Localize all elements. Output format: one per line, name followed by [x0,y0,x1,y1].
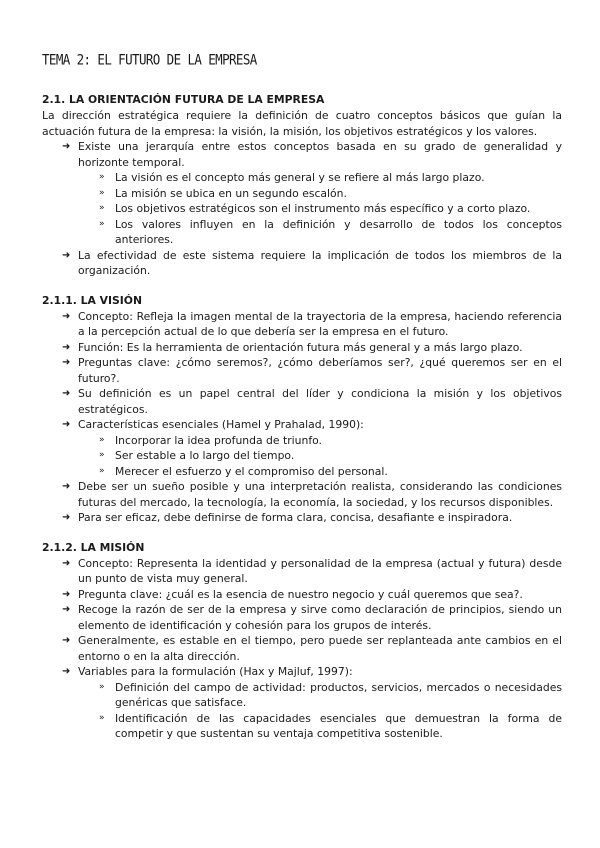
section-gap [42,526,562,540]
arrow-bullet-icon: ➜ [62,588,71,600]
bullet-list [42,139,562,279]
page-title: TEMA 2: EL FUTURO DE LA EMPRESA [42,51,257,68]
chevron-bullet-icon: » [99,187,105,198]
sub-list-item-text: La visión es el concepto más general y se refiere al más largo plazo. [115,171,485,184]
arrow-bullet-icon: ➜ [62,388,71,399]
list-item-text: La efectividad de este sistema requiere la implicación de todos los miembros de la organización. [78,248,562,277]
sub-bullet-list [42,680,562,742]
sub-list-item-text: Los objetivos estratégicos son el instrumento más específico y a corto plazo. [115,202,531,215]
section-heading: 2.1. LA ORIENTACIÓN FUTURA DE LA EMPRESA [42,93,325,106]
sub-bullet-list [42,170,562,248]
list-item-text: Preguntas clave: ¿cómo seremos?, ¿cómo deberíamos ser?, ¿qué queremos ser en el futuro?. [78,356,562,385]
arrow-bullet-icon: ➜ [62,310,71,322]
sub-list-item [42,433,562,449]
sub-list-item [42,680,562,711]
document-body [42,92,562,742]
sub-list-item-text: Identificación de las capacidades esenciales que demuestran la forma de competir y que sustentan su ventaja competitiva sostenible. [115,711,562,740]
section-gap [42,279,562,293]
list-item-text: Existe una jerarquía entre estos conceptos basada en su grado de generalidad y horizonte temporal. [78,140,562,169]
sub-list-item [42,201,562,217]
section [42,540,562,742]
list-item [42,633,562,664]
sub-list-item-text: Los valores influyen en la definición y desarrollo de todos los conceptos anteriores. [115,217,562,246]
sub-list-item-text: Incorporar la idea profunda de triunfo. [115,433,322,447]
list-item [42,602,562,633]
list-item-text: Variables para la formulación (Hax y Majluf, 1997): [78,665,353,678]
arrow-bullet-icon: ➜ [62,512,71,523]
arrow-bullet-icon: ➜ [62,249,71,261]
arrow-bullet-icon: ➜ [62,141,71,152]
chevron-bullet-icon: » [99,681,105,692]
sub-list-item [42,464,562,480]
list-item-text: Pregunta clave: ¿cuál es la esencia de nuestro negocio y cuál queremos que sea?. [78,587,523,601]
list-item [42,386,562,417]
list-item-text: Concepto: Representa la identidad y personalidad de la empresa (actual y futura) desde un punto de vista muy general. [78,556,562,585]
bullet-list [42,309,562,526]
chevron-bullet-icon: » [99,465,105,476]
sub-list-item [42,448,562,464]
sub-list-item-text: Definición del campo de actividad: productos, servicios, mercados o necesidades genéricas que satisface. [115,680,562,709]
arrow-bullet-icon: ➜ [62,357,71,368]
sub-list-item [42,217,562,248]
list-item [42,587,562,603]
sub-bullet-list [42,433,562,480]
list-item [42,139,562,170]
bullet-list [42,556,562,742]
sub-list-item [42,170,562,186]
chevron-bullet-icon: » [99,172,105,182]
list-item [42,556,562,587]
list-item-text: Su definición es un papel central del líder y condiciona la misión y los objetivos estratégicos. [78,387,562,416]
chevron-bullet-icon: » [99,450,105,460]
list-item-text: Características esenciales (Hamel y Prahalad, 1990): [78,418,364,431]
list-item [42,248,562,279]
arrow-bullet-icon: ➜ [62,419,71,430]
chevron-bullet-icon: » [99,203,105,213]
list-item [42,309,562,340]
section [42,293,562,526]
list-item [42,510,562,526]
sub-list-item [42,711,562,742]
list-item [42,355,562,386]
arrow-bullet-icon: ➜ [62,604,71,615]
arrow-bullet-icon: ➜ [62,666,71,677]
arrow-bullet-icon: ➜ [62,635,71,646]
list-item [42,340,562,356]
sub-list-item-text: Ser estable a lo largo del tiempo. [115,449,295,462]
list-item [42,664,562,680]
list-item [42,417,562,433]
arrow-bullet-icon: ➜ [62,557,71,569]
list-item [42,479,562,510]
list-item-text: Recoge la razón de ser de la empresa y sirve como declaración de principios, siendo un elemento de identificación y cohesión para los grupos de interés. [78,603,562,632]
section-heading: 2.1.2. LA MISIÓN [42,540,145,554]
sub-list-item [42,186,562,202]
chevron-bullet-icon: » [99,218,105,229]
list-item-text: Debe ser un sueño posible y una interpretación realista, considerando las condiciones futuras del mercado, la tecnología, la economía, la sociedad, y los recursos disponibles. [78,480,562,509]
section [42,92,562,279]
section-heading: 2.1.1. LA VISIÓN [42,293,142,307]
list-item-text: Concepto: Refleja la imagen mental de la trayectoria de la empresa, haciendo referencia a la percepción actual de lo que debería ser la empresa en el futuro. [78,309,562,338]
list-item-text: Generalmente, es estable en el tiempo, pero puede ser replanteada ante cambios en el entorno o en la alta dirección. [78,634,562,663]
sub-list-item-text: La misión se ubica en un segundo escalón. [115,186,347,200]
arrow-bullet-icon: ➜ [62,481,71,492]
section-intro: La dirección estratégica requiere la definición de cuatro conceptos básicos que guían la actuación futura de la empresa: la visión, la misión, los objetivos estratégicos y los valores. [42,109,562,138]
sub-list-item-text: Merecer el esfuerzo y el compromiso del personal. [115,464,388,478]
arrow-bullet-icon: ➜ [62,341,71,353]
chevron-bullet-icon: » [99,434,105,445]
chevron-bullet-icon: » [99,712,105,723]
list-item-text: Para ser eficaz, debe definirse de forma clara, concisa, desafiante e inspiradora. [78,511,513,524]
list-item-text: Función: Es la herramienta de orientación futura más general y a más largo plazo. [78,340,523,354]
